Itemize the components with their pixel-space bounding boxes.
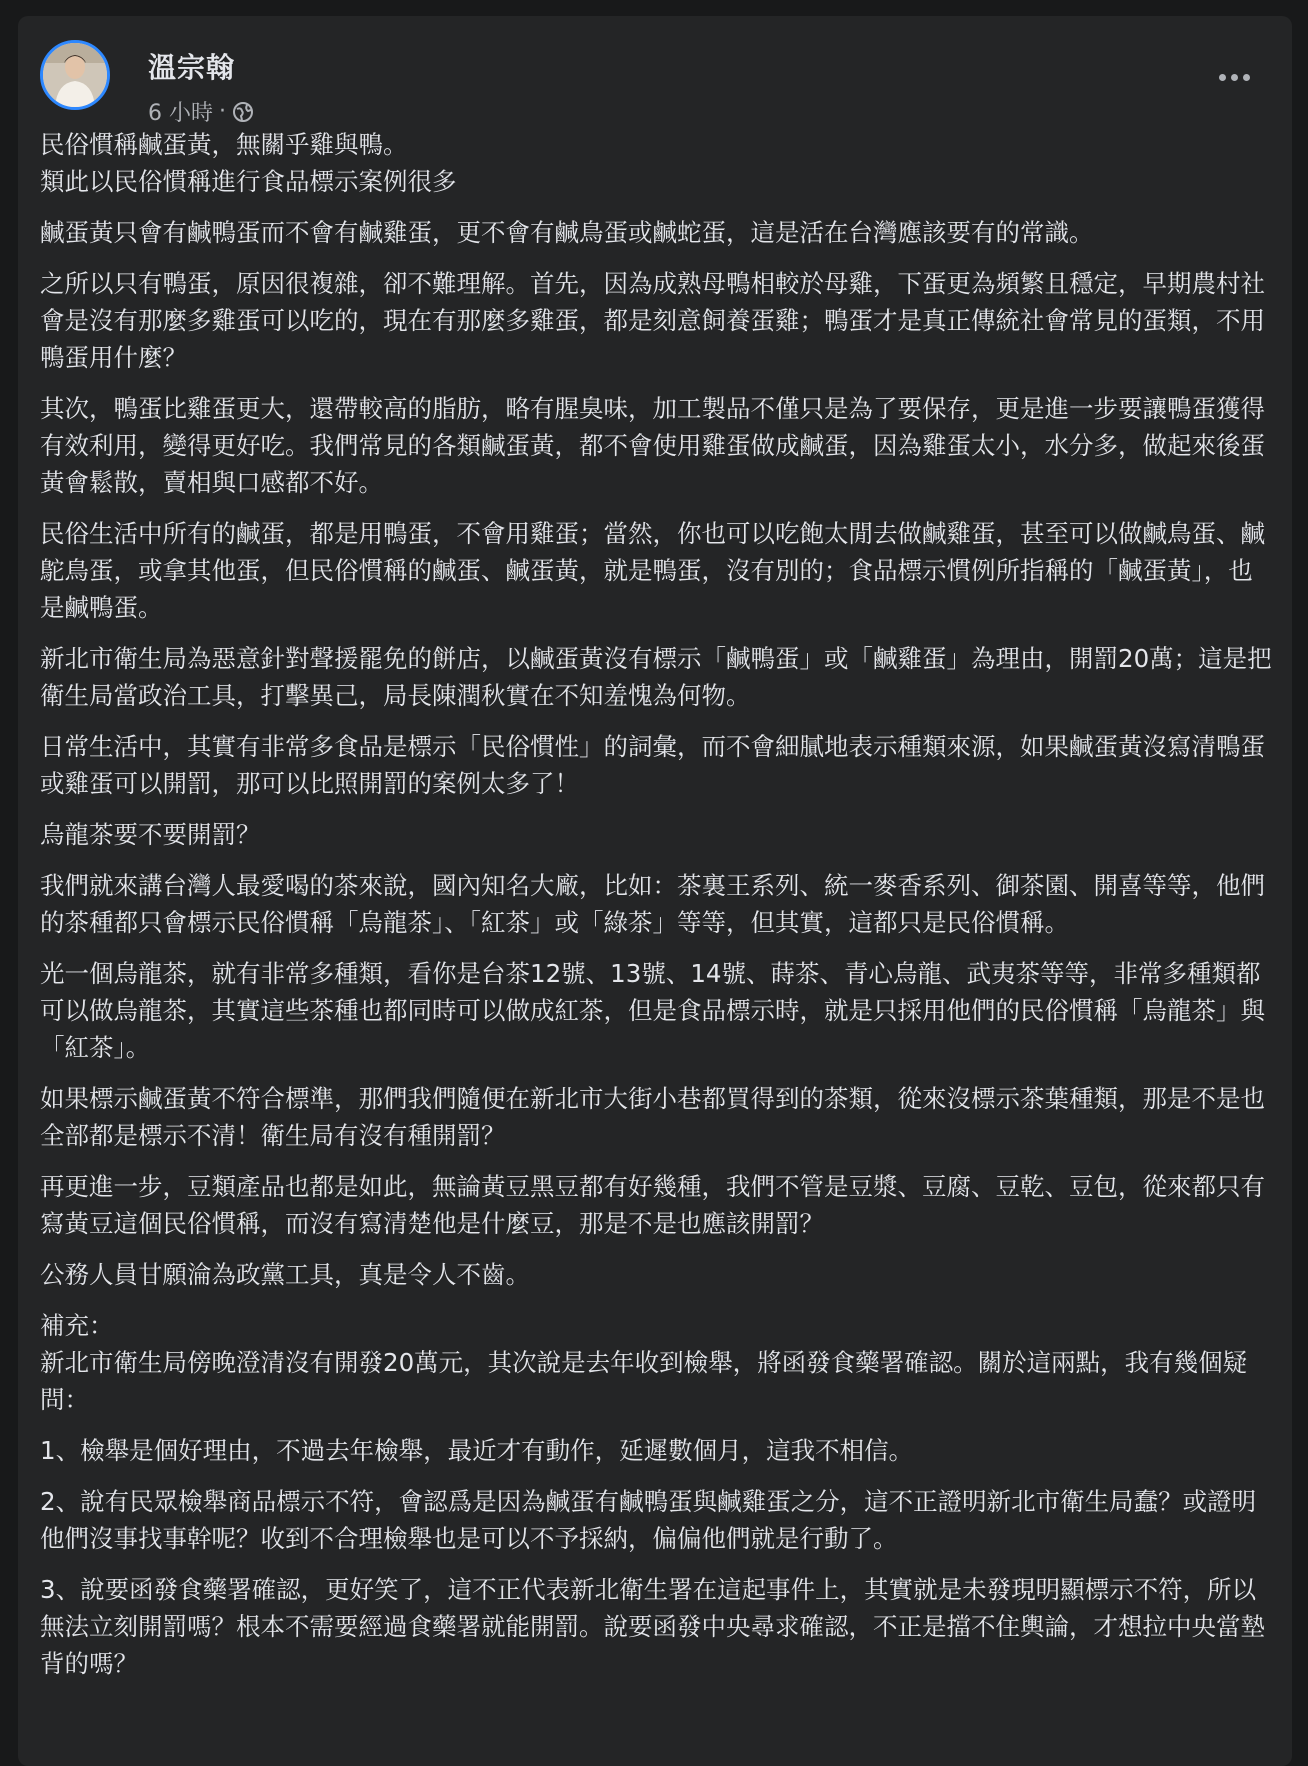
post-card: [18, 16, 1292, 1766]
post-paragraph: 之所以只有鴨蛋，原因很複雜，卻不難理解。首先，因為成熟母鴨相較於母雞，下蛋更為頻繁且穩定，早期農村社會是沒有那麼多雞蛋可以吃的，現在有那麼多雞蛋，都是刻意飼養蛋雞；鴨蛋才是真正傳統社會常見的蛋類，不用鴨蛋用什麼？: [40, 269, 1265, 372]
post-paragraph: 如果標示鹹蛋黃不符合標準，那們我們隨便在新北市大街小巷都買得到的茶類，從來沒標示茶葉種類，那是不是也全部都是標示不清！衛生局有沒有種開罰？: [40, 1084, 1265, 1150]
post-paragraph: 我們就來講台灣人最愛喝的茶來說，國內知名大廠，比如：茶裏王系列、統一麥香系列、御茶園、開喜等等，他們的茶種都只會標示民俗慣稱「烏龍茶」、「紅茶」或「綠茶」等等，但其實，這都只是民俗慣稱。: [40, 871, 1265, 937]
post-paragraph: 1、檢舉是個好理由，不過去年檢舉，最近才有動作，延遲數個月，這我不相信。: [40, 1436, 914, 1465]
post-paragraph: 公務人員甘願淪為政黨工具，真是令人不齒。: [40, 1260, 530, 1289]
more-options-icon[interactable]: [1219, 74, 1250, 81]
post-paragraph: 其次，鴨蛋比雞蛋更大，還帶較高的脂肪，略有腥臭味，加工製品不僅只是為了要保存，更是進一步要讓鴨蛋獲得有效利用，變得更好吃。我們常見的各類鹹蛋黃，都不會使用雞蛋做成鹹蛋，因為雞蛋太小，水分多，做起來後蛋黃會鬆散，賣相與口感都不好。: [40, 394, 1265, 497]
globe-icon: [232, 101, 254, 123]
meta-separator: ·: [219, 99, 226, 124]
post-paragraph: 新北市衛生局為惡意針對聲援罷免的餅店，以鹹蛋黃沒有標示「鹹鴨蛋」或「鹹雞蛋」為理由，開罰20萬；這是把衛生局當政治工具，打擊異己，局長陳潤秋實在不知羞愧為何物。: [40, 644, 1272, 710]
post-paragraph: 烏龍茶要不要開罰？: [40, 820, 261, 849]
post-body: [40, 126, 1272, 1696]
post-time[interactable]: 6 小時: [148, 101, 213, 126]
post-paragraph: 鹹蛋黃只會有鹹鴨蛋而不會有鹹雞蛋，更不會有鹹鳥蛋或鹹蛇蛋，這是活在台灣應該要有的常識。: [40, 218, 1094, 247]
post-paragraph: 3、說要函發食藥署確認，更好笑了，這不正代表新北衛生署在這起事件上，其實就是未發現明顯標示不符，所以無法立刻開罰嗎？根本不需要經過食藥署就能開罰。說要函發中央尋求確認，不正是擋不住輿論，才想拉中央當墊背的嗎？: [40, 1575, 1265, 1678]
post-paragraph: 日常生活中，其實有非常多食品是標示「民俗慣性」的詞彙，而不會細膩地表示種類來源，如果鹹蛋黃沒寫清鴨蛋或雞蛋可以開罰，那可以比照開罰的案例太多了！: [40, 732, 1265, 798]
author-name[interactable]: 溫宗翰: [148, 51, 236, 84]
post-paragraph: 民俗生活中所有的鹹蛋，都是用鴨蛋，不會用雞蛋；當然，你也可以吃飽太閒去做鹹雞蛋，甚至可以做鹹鳥蛋、鹹鴕鳥蛋，或拿其他蛋，但民俗慣稱的鹹蛋、鹹蛋黃，就是鴨蛋，沒有別的；食品標示慣例所指稱的「鹹蛋黃」，也是鹹鴨蛋。: [40, 519, 1265, 622]
post-paragraph: 光一個烏龍茶，就有非常多種類，看你是台茶12號、13號、14號、蒔茶、青心烏龍、武夷茶等等，非常多種類都可以做烏龍茶，其實這些茶種也都同時可以做成紅茶，但是食品標示時，就是只採用他們的民俗慣稱「烏龍茶」與「紅茶」。: [40, 959, 1265, 1062]
post-header: [40, 40, 1270, 126]
post-paragraph: 補充： 新北市衛生局傍晚澄清沒有開發20萬元，其次說是去年收到檢舉，將函發食藥署確認。關於這兩點，我有幾個疑問：: [40, 1311, 1248, 1414]
avatar[interactable]: [40, 40, 110, 110]
post-paragraph: 2、說有民眾檢舉商品標示不符，會認爲是因為鹹蛋有鹹鴨蛋與鹹雞蛋之分，這不正證明新北市衛生局蠢？或證明他們沒事找事幹呢？收到不合理檢舉也是可以不予採納，偏偏他們就是行動了。: [40, 1487, 1257, 1553]
post-paragraph: 再更進一步，豆類產品也都是如此，無論黃豆黑豆都有好幾種，我們不管是豆漿、豆腐、豆乾、豆包，從來都只有寫黃豆這個民俗慣稱，而沒有寫清楚他是什麼豆，那是不是也應該開罰？: [40, 1172, 1265, 1238]
profile-photo-icon: [43, 43, 107, 107]
post-meta: [148, 96, 254, 127]
post-paragraph: 民俗慣稱鹹蛋黃，無關乎雞與鴨。 類此以民俗慣稱進行食品標示案例很多: [40, 130, 457, 196]
